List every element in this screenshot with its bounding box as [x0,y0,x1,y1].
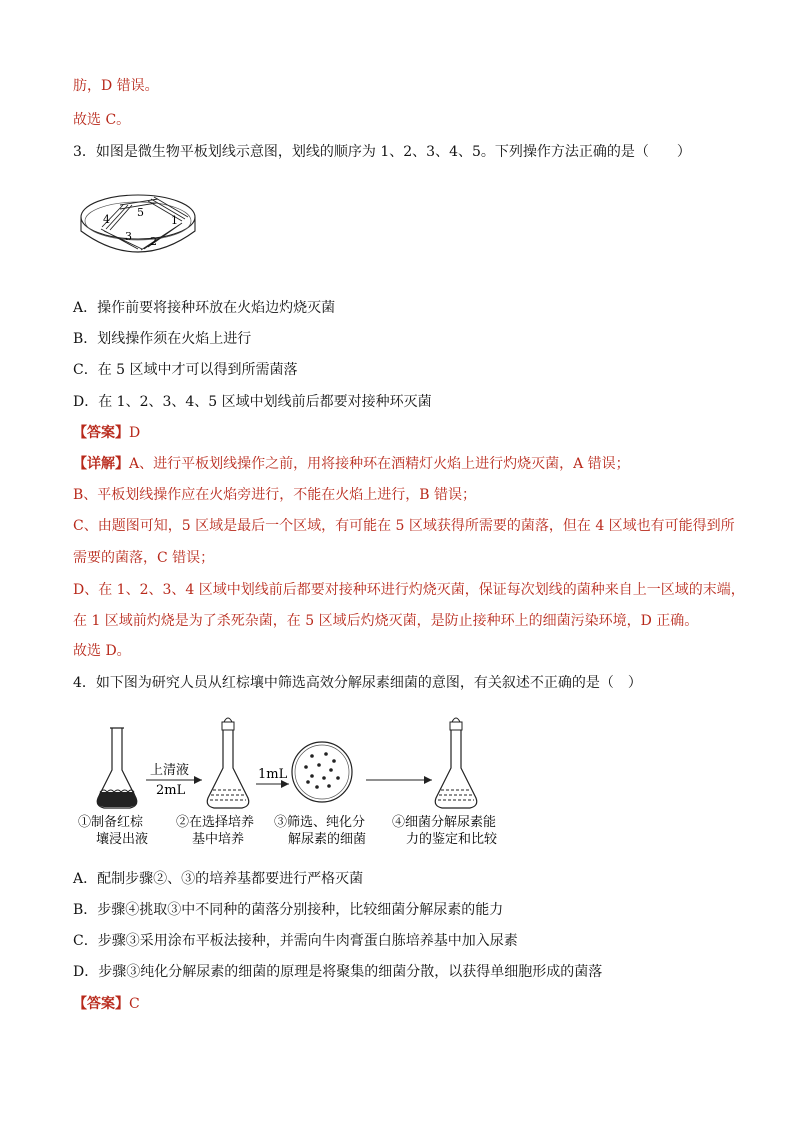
question-3-explanation-c1: C、由题图可知，5 区域是最后一个区域，有可能在 5 区域获得所需要的菌落，但在 4 区域也有可能得到所 [73,518,735,534]
prev-answer-end: 肪，D 错误。 [73,78,159,94]
answer-tag: 【答案】 [73,425,129,441]
arrow-2-label: 1mL [258,767,288,782]
question-3-answer [73,423,140,443]
question-3-explanation-d1: D、在 1、2、3、4 区域中划线前后都要对接种环进行灼烧灭菌，保证每次划线的菌种来自上一区域的末端， [73,582,745,598]
question-3-explanation-d2: 在 1 区域前灼烧是为了杀死杂菌，在 5 区域后灼烧灭菌，是防止接种环上的细菌污染环境，D 正确。 [73,613,699,629]
petri-dish-icon [292,742,352,802]
answer-tag: 【答案】 [73,996,129,1012]
question-3-stem: 3．如图是微生物平板划线示意图，划线的顺序为 1、2、3、4、5。下列操作方法正确的是（ ） [73,144,691,160]
question-3-option-a: A．操作前要将接种环放在火焰边灼烧灭菌 [73,300,336,316]
flask-1-icon [97,728,137,808]
step-3-label-line2: 解尿素的细菌 [288,832,367,847]
step-1-label-line1: ①制备红棕 [78,815,144,830]
explanation-text: A、进行平板划线操作之前，用将接种环在酒精灯火焰上进行灼烧灭菌，A 错误； [129,456,630,472]
answer-value: C [129,996,140,1012]
streak-plate-figure [78,183,198,268]
flask-4-icon [435,718,477,808]
flask-2-icon [207,718,249,808]
prev-answer-choice: 故选 C。 [73,112,131,128]
question-3-explanation-c2: 需要的菌落，C 错误； [73,550,215,566]
plate-zone-5: 5 [137,206,144,219]
explanation-tag: 【详解】 [73,456,129,472]
question-3-choice: 故选 D。 [73,643,131,659]
question-4-option-a: A．配制步骤②、③的培养基都要进行严格灭菌 [73,871,364,887]
step-4-label-line2: 力的鉴定和比较 [406,832,498,847]
step-2-label-line2: 基中培养 [192,832,245,847]
plate-zone-2: 2 [150,235,157,248]
question-4-option-c: C．步骤③采用涂布平板法接种，并需向牛肉膏蛋白胨培养基中加入尿素 [73,933,518,949]
plate-zone-4: 4 [103,213,110,226]
urea-bacteria-figure [76,712,516,854]
step-4-label-line1: ④细菌分解尿素能 [392,815,497,830]
question-3-option-b: B．划线操作须在火焰上进行 [73,331,252,347]
step-1-label-line2: 壤浸出液 [96,832,149,847]
question-4-option-d: D．步骤③纯化分解尿素的细菌的原理是将聚集的细菌分散，以获得单细胞形成的菌落 [73,964,603,980]
question-3-option-c: C．在 5 区域中才可以得到所需菌落 [73,362,298,378]
question-3-explanation-b: B、平板划线操作应在火焰旁进行，不能在火焰上进行，B 错误； [73,487,477,503]
arrow-1-bottom-label: 2mL [156,783,186,798]
question-4-option-b: B．步骤④挑取③中不同种的菌落分别接种，比较细菌分解尿素的能力 [73,902,504,918]
answer-value: D [129,425,141,441]
question-3-explanation-a [73,454,630,474]
step-2-label-line1: ②在选择培养 [176,815,255,830]
question-3-option-d: D．在 1、2、3、4、5 区域中划线前后都要对接种环灭菌 [73,394,432,410]
question-4-stem: 4．如下图为研究人员从红棕壤中筛选高效分解尿素细菌的意图，有关叙述不正确的是（ ） [73,675,642,691]
question-4-answer [73,994,140,1014]
arrow-1-top-label: 上清液 [150,763,190,778]
plate-zone-1: 1 [171,214,178,227]
step-3-label-line1: ③筛选、纯化分 [274,815,366,830]
plate-zone-3: 3 [125,230,132,243]
